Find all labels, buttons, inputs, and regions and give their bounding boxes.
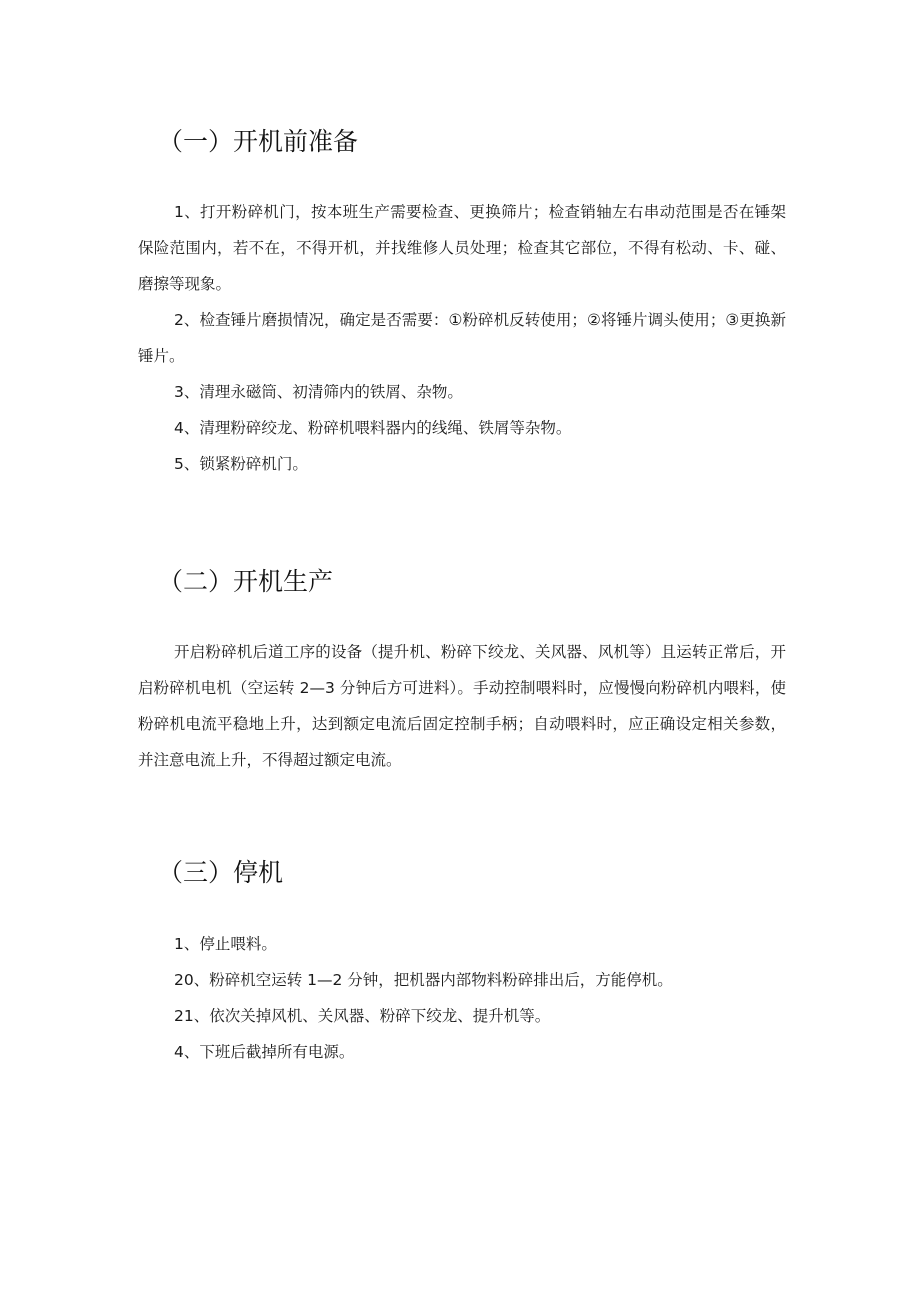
section-3-paragraph-3: 21、依次关掉风机、关风器、粉碎下绞龙、提升机等。 [174,1007,551,1025]
section-heading-2: （二）开机生产 [158,567,334,596]
section-1-paragraph-1: 1、打开粉碎机门，按本班生产需要检查、更换筛片；检查销轴左右串动范围是否在锤架保险范围内，若不在，不得开机，并找维修人员处理；检查其它部位，不得有松动、卡、碰、磨擦等现象。 [138,203,786,293]
section-2-paragraph-1: 开启粉碎机后道工序的设备（提升机、粉碎下绞龙、关风器、风机等）且运转正常后，开启粉碎机电机（空运转 2—3 分钟后方可进料）。手动控制喂料时，应慢慢向粉碎机内喂料，使粉碎机电流平稳地上升，达到额定电流后固定控制手柄；自动喂料时，应正确设定相关参数，并注意电流上升，不得超过额定电流。 [138,643,786,769]
section-3-paragraph-2: 20、粉碎机空运转 1—2 分钟，把机器内部物料粉碎排出后，方能停机。 [174,971,673,989]
section-1-paragraph-4: 4、清理粉碎绞龙、粉碎机喂料器内的线绳、铁屑等杂物。 [174,419,572,437]
section-1-paragraph-3: 3、清理永磁筒、初清筛内的铁屑、杂物。 [174,383,463,401]
section-heading-1: （一）开机前准备 [158,127,359,156]
section-1-paragraph-5: 5、锁紧粉碎机门。 [174,455,308,473]
section-3-paragraph-1: 1、停止喂料。 [174,935,277,953]
section-3-paragraph-4: 4、下班后截掉所有电源。 [174,1043,355,1061]
section-1-paragraph-2: 2、检查锤片磨损情况，确定是否需要：①粉碎机反转使用；②将锤片调头使用；③更换新锤片。 [138,311,786,365]
section-heading-3: （三）停机 [158,858,284,887]
